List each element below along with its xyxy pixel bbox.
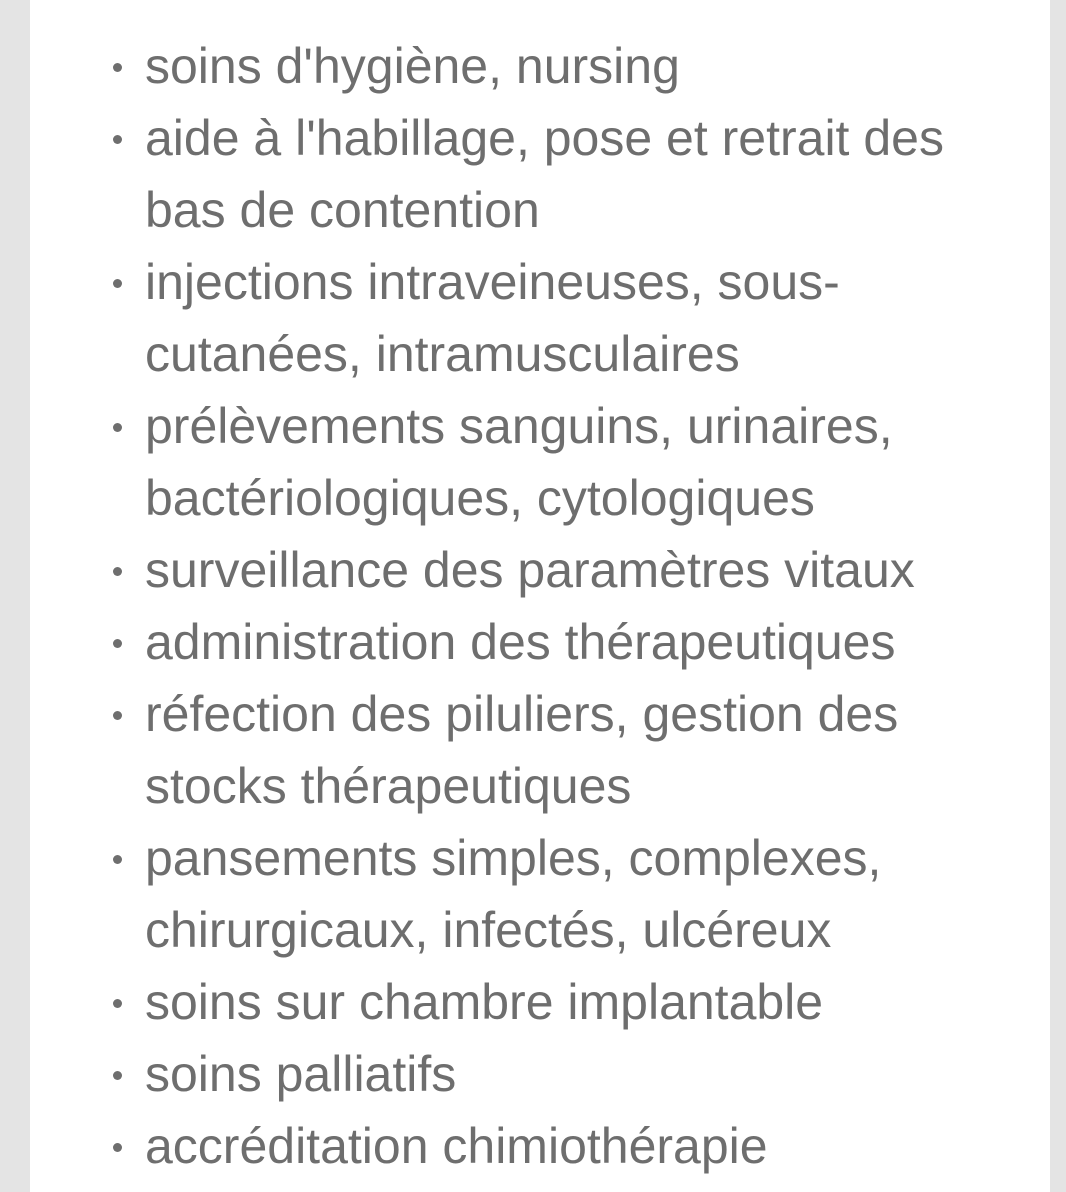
- content-card: [30, 0, 1050, 1192]
- list-item: [145, 534, 985, 606]
- list-item: [145, 606, 985, 678]
- list-item: [145, 390, 985, 534]
- bullet-icon: [113, 639, 122, 648]
- list-item-label: soins palliatifs: [145, 1046, 457, 1102]
- bullet-icon: [113, 567, 122, 576]
- list-item: [145, 1110, 985, 1182]
- bullet-icon: [113, 999, 122, 1008]
- bullet-icon: [113, 711, 122, 720]
- list-item-label: soins d'hygiène, nursing: [145, 38, 680, 94]
- bullet-icon: [113, 423, 122, 432]
- list-item: [145, 822, 985, 966]
- list-item-label: accréditation chimiothérapie: [145, 1118, 768, 1174]
- services-list: [145, 30, 985, 1182]
- list-item-label: aide à l'habillage, pose et retrait des bas de contention: [145, 110, 944, 238]
- list-item: [145, 1038, 985, 1110]
- list-item-label: soins sur chambre implantable: [145, 974, 824, 1030]
- bullet-icon: [113, 135, 122, 144]
- bullet-icon: [113, 63, 122, 72]
- list-item-label: surveillance des paramètres vitaux: [145, 542, 915, 598]
- bullet-icon: [113, 1143, 122, 1152]
- list-item-label: prélèvements sanguins, urinaires, bactériologiques, cytologiques: [145, 398, 893, 526]
- list-item-label: administration des thérapeutiques: [145, 614, 896, 670]
- list-item-label: pansements simples, complexes, chirurgicaux, infectés, ulcéreux: [145, 830, 882, 958]
- list-item: [145, 102, 985, 246]
- list-item-label: injections intraveineuses, sous- cutanées, intramusculaires: [145, 254, 840, 382]
- list-item: [145, 966, 985, 1038]
- bullet-icon: [113, 855, 122, 864]
- list-item: [145, 678, 985, 822]
- bullet-icon: [113, 1071, 122, 1080]
- bullet-icon: [113, 279, 122, 288]
- list-item: [145, 246, 985, 390]
- list-item-label: réfection des piluliers, gestion des stocks thérapeutiques: [145, 686, 899, 814]
- list-item: [145, 30, 985, 102]
